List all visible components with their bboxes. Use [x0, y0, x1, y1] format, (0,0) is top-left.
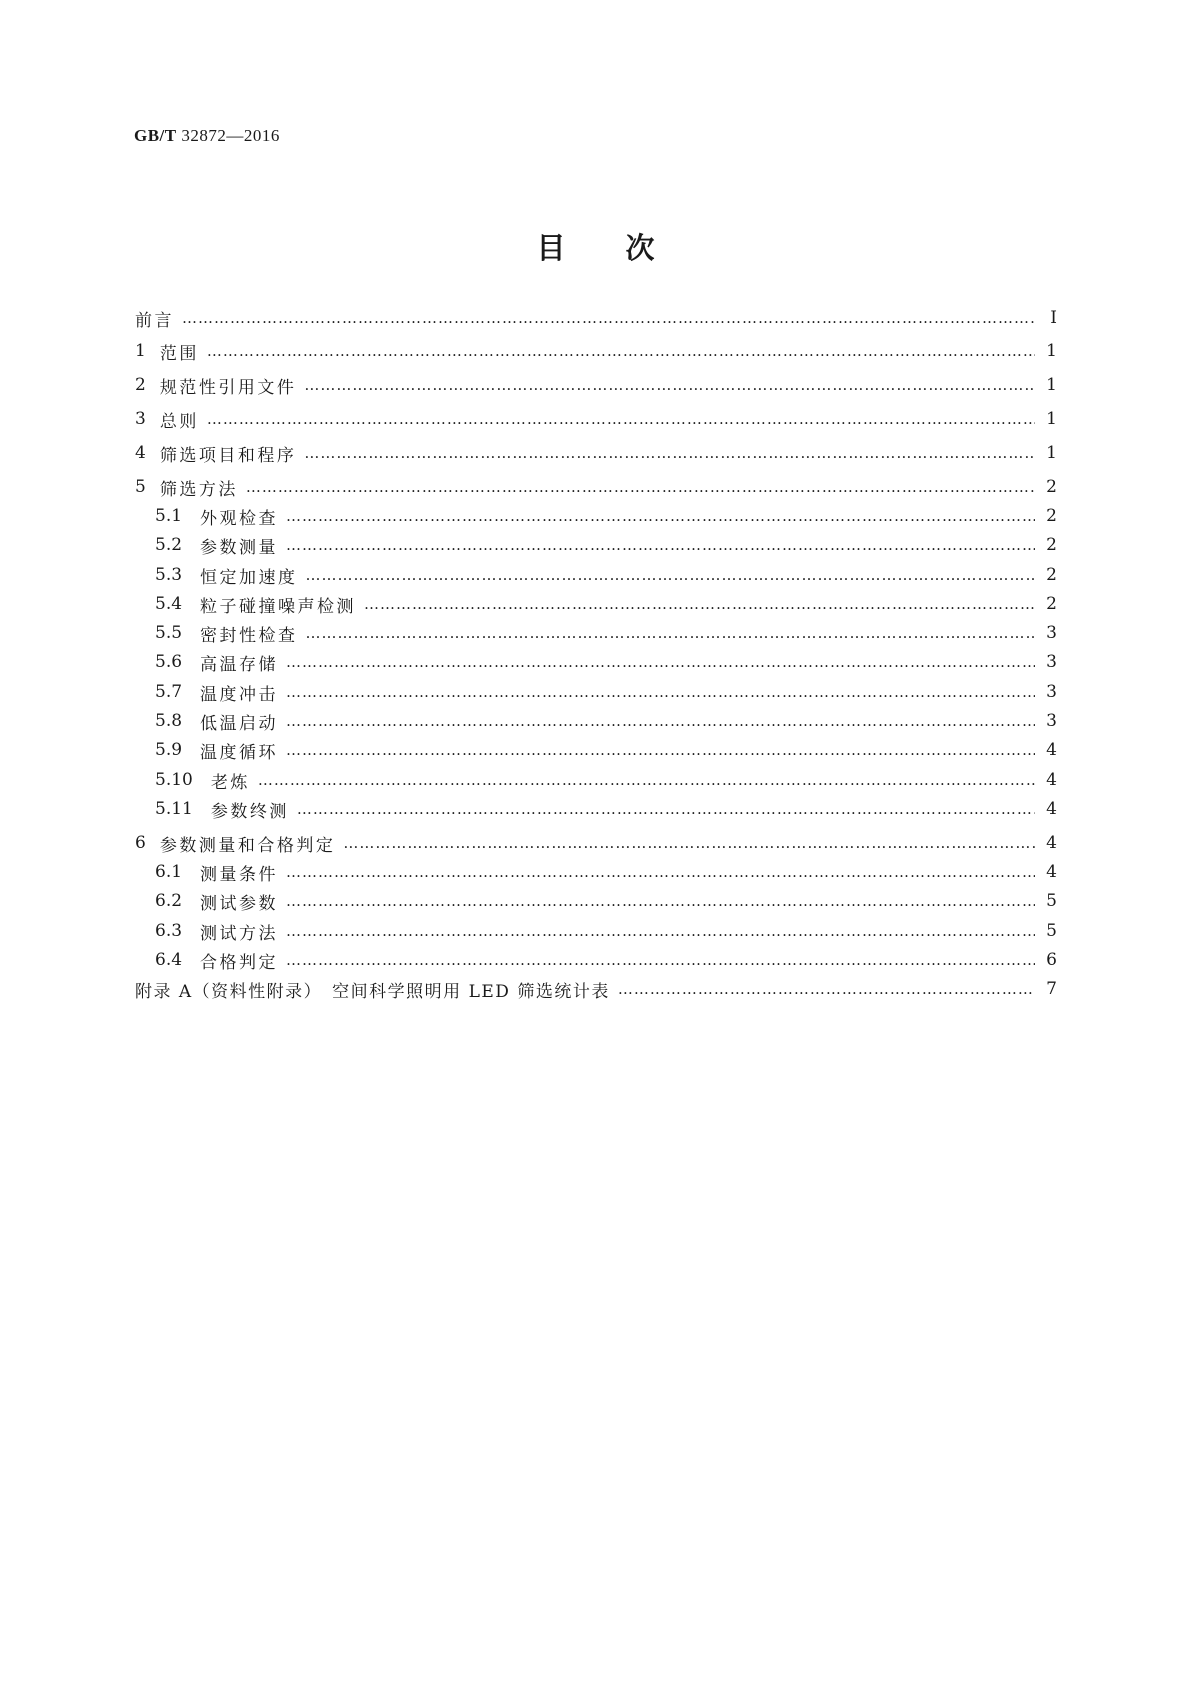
toc-entry-label: 高温存储	[200, 654, 279, 675]
toc-entry-number: 1	[135, 341, 146, 361]
toc-entry-label: 温度冲击	[200, 684, 279, 705]
leader-dots	[343, 834, 1035, 852]
toc-entry-6[interactable]	[135, 828, 1057, 858]
toc-entry-page: 2	[1046, 565, 1057, 585]
toc-entry-page: 5	[1046, 891, 1057, 911]
toc-entry-5-1[interactable]	[135, 501, 1057, 531]
toc-entry-number: 6.2	[155, 891, 183, 911]
toc-entry-label: 温度循环	[200, 742, 279, 763]
toc-entry-label: 附录 A（资料性附录） 空间科学照明用 LED 筛选统计表	[135, 981, 610, 1002]
leader-dots	[286, 951, 1035, 969]
toc-entry-label: 测量条件	[200, 864, 279, 885]
toc-entry-label: 测试参数	[200, 893, 279, 914]
toc-entry-4[interactable]	[135, 438, 1057, 468]
leader-dots	[246, 478, 1035, 496]
toc-entry-label: 筛选项目和程序	[159, 445, 297, 466]
leader-dots	[258, 771, 1035, 789]
toc-entry-page: 4	[1046, 740, 1057, 760]
leader-dots	[306, 566, 1035, 584]
toc-entry-label: 外观检查	[200, 508, 279, 529]
toc-entry-label: 测试方法	[200, 923, 279, 944]
toc-entry-page: 3	[1046, 682, 1057, 702]
leader-dots	[618, 980, 1035, 998]
toc-entry-2[interactable]	[135, 370, 1057, 400]
toc-entry-number: 6	[135, 833, 146, 853]
toc-entry-1[interactable]	[135, 336, 1057, 366]
leader-dots	[182, 309, 1035, 327]
leader-dots	[286, 863, 1035, 881]
toc-entry-page: 4	[1046, 833, 1057, 853]
toc-entry-number: 4	[135, 443, 146, 463]
toc-entry-page: 1	[1046, 341, 1057, 361]
toc-entry-3[interactable]	[135, 404, 1057, 434]
leader-dots	[207, 342, 1035, 360]
toc-entry-page: 1	[1046, 375, 1057, 395]
toc-entry-page: 2	[1046, 535, 1057, 555]
toc-entry-number: 5.5	[155, 623, 183, 643]
toc-entry-5[interactable]	[135, 472, 1057, 502]
toc-entry-label: 老炼	[210, 772, 250, 793]
page-title	[0, 226, 1191, 267]
toc-entry-6-2[interactable]	[135, 886, 1057, 916]
toc-entry-page: 7	[1046, 979, 1057, 999]
toc-entry-number: 5	[135, 477, 146, 497]
toc-entry-number: 6.3	[155, 921, 183, 941]
leader-dots	[364, 595, 1035, 613]
leader-dots	[304, 376, 1035, 394]
toc-entry-page: 1	[1046, 443, 1057, 463]
standard-code	[134, 126, 280, 146]
leader-dots	[304, 444, 1035, 462]
title-char-1: 目	[536, 231, 566, 265]
toc-entry-label: 低温启动	[200, 713, 279, 734]
toc-entry-5-3[interactable]	[135, 560, 1057, 590]
toc-entry-number: 5.7	[155, 682, 183, 702]
toc-entry-page: 1	[1046, 409, 1057, 429]
toc-entry-5-9[interactable]	[135, 735, 1057, 765]
toc-entry-5-10[interactable]	[135, 765, 1057, 795]
toc-entry-page: 4	[1046, 862, 1057, 882]
leader-dots	[286, 536, 1035, 554]
toc-entry-number: 5.4	[155, 594, 183, 614]
toc-entry-label: 规范性引用文件	[159, 377, 297, 398]
toc-entry-page: 2	[1046, 506, 1057, 526]
toc-entry-number: 6.1	[155, 862, 183, 882]
leader-dots	[286, 712, 1035, 730]
standard-prefix: GB/T	[134, 126, 177, 145]
toc-entry-label: 恒定加速度	[200, 567, 298, 588]
toc-entry-5-11[interactable]	[135, 794, 1057, 824]
toc-entry-label: 参数测量	[200, 537, 279, 558]
leader-dots	[286, 683, 1035, 701]
toc-entry-label: 粒子碰撞噪声检测	[200, 596, 357, 617]
leader-dots	[297, 800, 1035, 818]
toc-entry-label: 前言	[135, 310, 174, 331]
leader-dots	[286, 892, 1035, 910]
toc-entry-label: 密封性检查	[200, 625, 298, 646]
toc-entry-label: 合格判定	[200, 952, 279, 973]
toc-entry-number: 2	[135, 375, 146, 395]
toc-entry-page: 2	[1046, 477, 1057, 497]
toc-entry-page: 6	[1046, 950, 1057, 970]
toc-entry-number: 5.3	[155, 565, 183, 585]
toc-entry-page: 3	[1046, 652, 1057, 672]
toc-entry-label: 总则	[159, 411, 199, 432]
toc-entry-page: Ⅰ	[1050, 308, 1057, 328]
toc-entry-number: 3	[135, 409, 146, 429]
toc-entry-6-4[interactable]	[135, 945, 1057, 975]
leader-dots	[286, 653, 1035, 671]
toc-entry-preface[interactable]	[135, 303, 1057, 333]
leader-dots	[207, 410, 1035, 428]
toc-entry-appendix-a[interactable]	[135, 974, 1057, 1004]
toc-entry-number: 6.4	[155, 950, 183, 970]
toc-entry-number: 5.1	[155, 506, 183, 526]
toc-entry-page: 3	[1046, 711, 1057, 731]
toc-entry-label: 范围	[159, 343, 199, 364]
toc-entry-label: 筛选方法	[159, 479, 238, 500]
standard-number: 32872—2016	[181, 126, 280, 145]
toc-entry-5-5[interactable]	[135, 618, 1057, 648]
toc-entry-5-6[interactable]	[135, 647, 1057, 677]
toc-entry-number: 5.6	[155, 652, 183, 672]
toc-entry-5-4[interactable]	[135, 589, 1057, 619]
toc-entry-number: 5.11	[155, 799, 193, 819]
toc-entry-5-7[interactable]	[135, 677, 1057, 707]
toc-entry-page: 3	[1046, 623, 1057, 643]
toc-entry-page: 2	[1046, 594, 1057, 614]
toc-entry-page: 5	[1046, 921, 1057, 941]
toc-entry-number: 5.9	[155, 740, 183, 760]
toc-entry-6-3[interactable]	[135, 916, 1057, 946]
toc-entry-6-1[interactable]	[135, 857, 1057, 887]
toc-entry-5-8[interactable]	[135, 706, 1057, 736]
leader-dots	[306, 624, 1035, 642]
toc-entry-number: 5.2	[155, 535, 183, 555]
leader-dots	[286, 507, 1035, 525]
toc-entry-label: 参数终测	[210, 801, 289, 822]
leader-dots	[286, 741, 1035, 759]
toc-entry-number: 5.8	[155, 711, 183, 731]
toc-entry-page: 4	[1046, 770, 1057, 790]
leader-dots	[286, 922, 1035, 940]
title-char-2: 次	[625, 231, 655, 265]
toc-entry-5-2[interactable]	[135, 530, 1057, 560]
toc-entry-number: 5.10	[155, 770, 193, 790]
toc-entry-label: 参数测量和合格判定	[159, 835, 336, 856]
toc-entry-page: 4	[1046, 799, 1057, 819]
